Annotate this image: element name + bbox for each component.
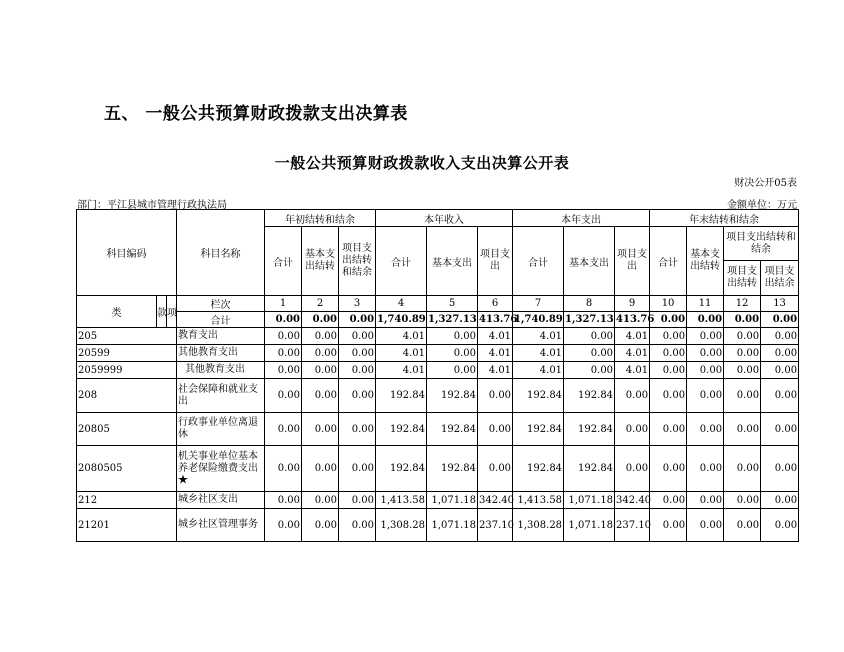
col-number: 12	[724, 296, 761, 312]
amount-cell: 4.01	[376, 328, 427, 345]
header-income-total: 合计	[376, 227, 427, 296]
col-number: 6	[478, 296, 513, 312]
amount-cell: 0.00	[427, 328, 478, 345]
amount-cell: 0.00	[615, 446, 650, 492]
header-income-basic: 基本支出	[427, 227, 478, 296]
subject-name-cell: 行政事业单位离退休	[177, 413, 265, 446]
amount-cell: 0.00	[339, 379, 376, 413]
amount-cell: 1,308.28	[513, 509, 564, 542]
subject-code-cell: 212	[77, 492, 177, 509]
amount-cell: 192.84	[513, 413, 564, 446]
col-number: 3	[339, 296, 376, 312]
amount-cell: 0.00	[687, 379, 724, 413]
header-group-end: 年末结转和结余	[650, 210, 799, 227]
amount-cell: 1,071.18	[564, 492, 615, 509]
amount-cell: 0.00	[761, 492, 799, 509]
amount-cell: 0.00	[265, 446, 302, 492]
amount-cell: 1,413.58	[376, 492, 427, 509]
amount-cell: 192.84	[427, 413, 478, 446]
header-income-project: 项目支出	[478, 227, 513, 296]
table-row	[77, 362, 799, 379]
amount-cell: 0.00	[478, 379, 513, 413]
total-cell: 1,327.13	[564, 312, 615, 328]
amount-cell: 0.00	[478, 413, 513, 446]
total-cell: 1,740.89	[376, 312, 427, 328]
amount-cell: 4.01	[478, 328, 513, 345]
amount-cell: 0.00	[724, 362, 761, 379]
total-row	[77, 312, 799, 328]
amount-cell: 4.01	[615, 345, 650, 362]
subject-name-cell: 机关事业单位基本养老保险缴费支出★	[177, 446, 265, 492]
table-row	[77, 328, 799, 345]
table-row	[77, 509, 799, 542]
amount-cell: 0.00	[302, 413, 339, 446]
amount-cell: 0.00	[650, 362, 687, 379]
table-row	[77, 446, 799, 492]
amount-cell: 4.01	[513, 328, 564, 345]
amount-cell: 0.00	[687, 509, 724, 542]
total-cell: 0.00	[687, 312, 724, 328]
amount-cell: 0.00	[339, 509, 376, 542]
section-title: 五、 一般公共预算财政拨款支出决算表	[104, 104, 408, 124]
amount-cell: 192.84	[564, 379, 615, 413]
header-end-project-carry: 项目支出结转	[724, 261, 761, 296]
final-accounts-table	[76, 209, 799, 542]
amount-cell: 192.84	[376, 446, 427, 492]
amount-cell: 0.00	[761, 328, 799, 345]
total-cell: 0.00	[761, 312, 799, 328]
subject-code-cell: 21201	[77, 509, 177, 542]
amount-cell: 237.10	[478, 509, 513, 542]
amount-cell: 0.00	[615, 379, 650, 413]
amount-cell: 1,071.18	[564, 509, 615, 542]
amount-cell: 1,308.28	[376, 509, 427, 542]
total-cell: 0.00	[724, 312, 761, 328]
amount-cell: 0.00	[724, 345, 761, 362]
amount-cell: 1,071.18	[427, 509, 478, 542]
header-begin-project: 项目支出结转和结余	[339, 227, 376, 296]
subject-name-cell: 社会保障和就业支出	[177, 379, 265, 413]
subject-code-cell: 20805	[77, 413, 177, 446]
col-number: 10	[650, 296, 687, 312]
amount-cell: 0.00	[650, 379, 687, 413]
amount-cell: 0.00	[265, 345, 302, 362]
amount-cell: 0.00	[761, 446, 799, 492]
total-cell: 0.00	[302, 312, 339, 328]
subject-name-cell: 其他教育支出	[177, 362, 265, 379]
amount-cell: 4.01	[615, 328, 650, 345]
table-row	[77, 345, 799, 362]
amount-cell: 0.00	[339, 362, 376, 379]
amount-cell: 0.00	[724, 492, 761, 509]
col-number: 4	[376, 296, 427, 312]
header-subject-name: 科目名称	[177, 210, 265, 296]
amount-cell: 0.00	[265, 413, 302, 446]
amount-cell: 0.00	[302, 345, 339, 362]
col-number: 2	[302, 296, 339, 312]
amount-cell: 192.84	[376, 379, 427, 413]
amount-cell: 0.00	[724, 509, 761, 542]
amount-cell: 192.84	[564, 413, 615, 446]
amount-cell: 0.00	[761, 345, 799, 362]
amount-cell: 0.00	[427, 345, 478, 362]
header-expend-basic: 基本支出	[564, 227, 615, 296]
amount-cell: 0.00	[761, 509, 799, 542]
col-number: 7	[513, 296, 564, 312]
amount-cell: 192.84	[376, 413, 427, 446]
amount-cell: 192.84	[513, 379, 564, 413]
amount-cell: 0.00	[339, 492, 376, 509]
amount-cell: 237.10	[615, 509, 650, 542]
amount-cell: 342.40	[478, 492, 513, 509]
amount-cell: 4.01	[615, 362, 650, 379]
header-group-begin: 年初结转和结余	[265, 210, 376, 227]
header-expend-total: 合计	[513, 227, 564, 296]
amount-cell: 4.01	[376, 362, 427, 379]
subject-code-cell: 20599	[77, 345, 177, 362]
amount-cell: 0.00	[687, 446, 724, 492]
amount-cell: 0.00	[564, 345, 615, 362]
amount-cell: 0.00	[265, 328, 302, 345]
header-end-total: 合计	[650, 227, 687, 296]
amount-cell: 0.00	[761, 413, 799, 446]
amount-cell: 0.00	[564, 362, 615, 379]
amount-cell: 4.01	[478, 345, 513, 362]
header-lei: 类	[77, 296, 157, 328]
subject-code-cell: 2059999	[77, 362, 177, 379]
amount-cell: 192.84	[513, 446, 564, 492]
amount-cell: 4.01	[376, 345, 427, 362]
amount-cell: 0.00	[339, 413, 376, 446]
total-cell: 413.76	[478, 312, 513, 328]
header-end-project-balance: 项目支出结余	[761, 261, 799, 296]
amount-cell: 0.00	[339, 345, 376, 362]
col-number: 1	[265, 296, 302, 312]
header-group-expend: 本年支出	[513, 210, 650, 227]
amount-cell: 0.00	[687, 492, 724, 509]
total-cell: 1,327.13	[427, 312, 478, 328]
amount-cell: 0.00	[687, 413, 724, 446]
amount-cell: 0.00	[302, 328, 339, 345]
amount-cell: 4.01	[513, 345, 564, 362]
amount-cell: 0.00	[302, 379, 339, 413]
amount-cell: 4.01	[478, 362, 513, 379]
col-number: 13	[761, 296, 799, 312]
subject-code-cell: 208	[77, 379, 177, 413]
table-title: 一般公共预算财政拨款收入支出决算公开表	[274, 154, 570, 172]
amount-cell: 0.00	[302, 492, 339, 509]
amount-cell: 192.84	[564, 446, 615, 492]
header-begin-basic: 基本支出结转	[302, 227, 339, 296]
amount-cell: 342.40	[615, 492, 650, 509]
amount-cell: 0.00	[615, 413, 650, 446]
department-label: 部门：平江县城市管理行政执法局	[77, 200, 227, 211]
amount-cell: 0.00	[724, 328, 761, 345]
subject-code-cell: 2080505	[77, 446, 177, 492]
header-xiang: 项	[167, 296, 177, 328]
total-cell: 0.00	[650, 312, 687, 328]
form-number: 财决公开05表	[734, 178, 797, 189]
amount-cell: 0.00	[478, 446, 513, 492]
header-group-income: 本年收入	[376, 210, 513, 227]
amount-cell: 0.00	[302, 509, 339, 542]
amount-cell: 0.00	[687, 345, 724, 362]
amount-cell: 0.00	[650, 345, 687, 362]
col-number: 11	[687, 296, 724, 312]
amount-cell: 0.00	[650, 446, 687, 492]
amount-cell: 0.00	[761, 379, 799, 413]
amount-cell: 0.00	[265, 509, 302, 542]
subject-name-cell: 其他教育支出	[177, 345, 265, 362]
amount-cell: 0.00	[687, 362, 724, 379]
amount-cell: 0.00	[564, 328, 615, 345]
subject-name-cell: 教育支出	[177, 328, 265, 345]
subject-name-cell: 城乡社区管理事务	[177, 509, 265, 542]
amount-cell: 0.00	[724, 379, 761, 413]
header-subject-code: 科目编码	[77, 210, 177, 296]
amount-cell: 4.01	[513, 362, 564, 379]
subject-name-cell: 城乡社区支出	[177, 492, 265, 509]
col-number: 9	[615, 296, 650, 312]
table-row	[77, 379, 799, 413]
unit-label: 金额单位：万元	[727, 200, 797, 211]
col-number: 5	[427, 296, 478, 312]
total-label: 合计	[177, 312, 265, 328]
total-cell: 0.00	[265, 312, 302, 328]
amount-cell: 0.00	[724, 413, 761, 446]
amount-cell: 192.84	[427, 379, 478, 413]
amount-cell: 0.00	[265, 379, 302, 413]
header-lanci: 栏次	[177, 296, 265, 312]
total-cell: 0.00	[339, 312, 376, 328]
header-begin-total: 合计	[265, 227, 302, 296]
table-row	[77, 413, 799, 446]
amount-cell: 1,413.58	[513, 492, 564, 509]
total-cell: 1,740.89	[513, 312, 564, 328]
amount-cell: 0.00	[687, 328, 724, 345]
table-row	[77, 492, 799, 509]
amount-cell: 0.00	[724, 446, 761, 492]
amount-cell: 1,071.18	[427, 492, 478, 509]
amount-cell: 0.00	[302, 362, 339, 379]
amount-cell: 0.00	[761, 362, 799, 379]
amount-cell: 0.00	[339, 328, 376, 345]
header-kuan: 款	[157, 296, 167, 328]
col-number: 8	[564, 296, 615, 312]
amount-cell: 0.00	[650, 328, 687, 345]
amount-cell: 0.00	[265, 492, 302, 509]
amount-cell: 0.00	[265, 362, 302, 379]
amount-cell: 0.00	[650, 509, 687, 542]
amount-cell: 0.00	[339, 446, 376, 492]
header-expend-project: 项目支出	[615, 227, 650, 296]
amount-cell: 0.00	[650, 413, 687, 446]
total-cell: 413.76	[615, 312, 650, 328]
amount-cell: 0.00	[302, 446, 339, 492]
amount-cell: 0.00	[427, 362, 478, 379]
amount-cell: 0.00	[650, 492, 687, 509]
amount-cell: 192.84	[427, 446, 478, 492]
subject-code-cell: 205	[77, 328, 177, 345]
header-end-basic: 基本支出结转	[687, 227, 724, 296]
header-end-project-group: 项目支出结转和结余	[724, 227, 799, 261]
